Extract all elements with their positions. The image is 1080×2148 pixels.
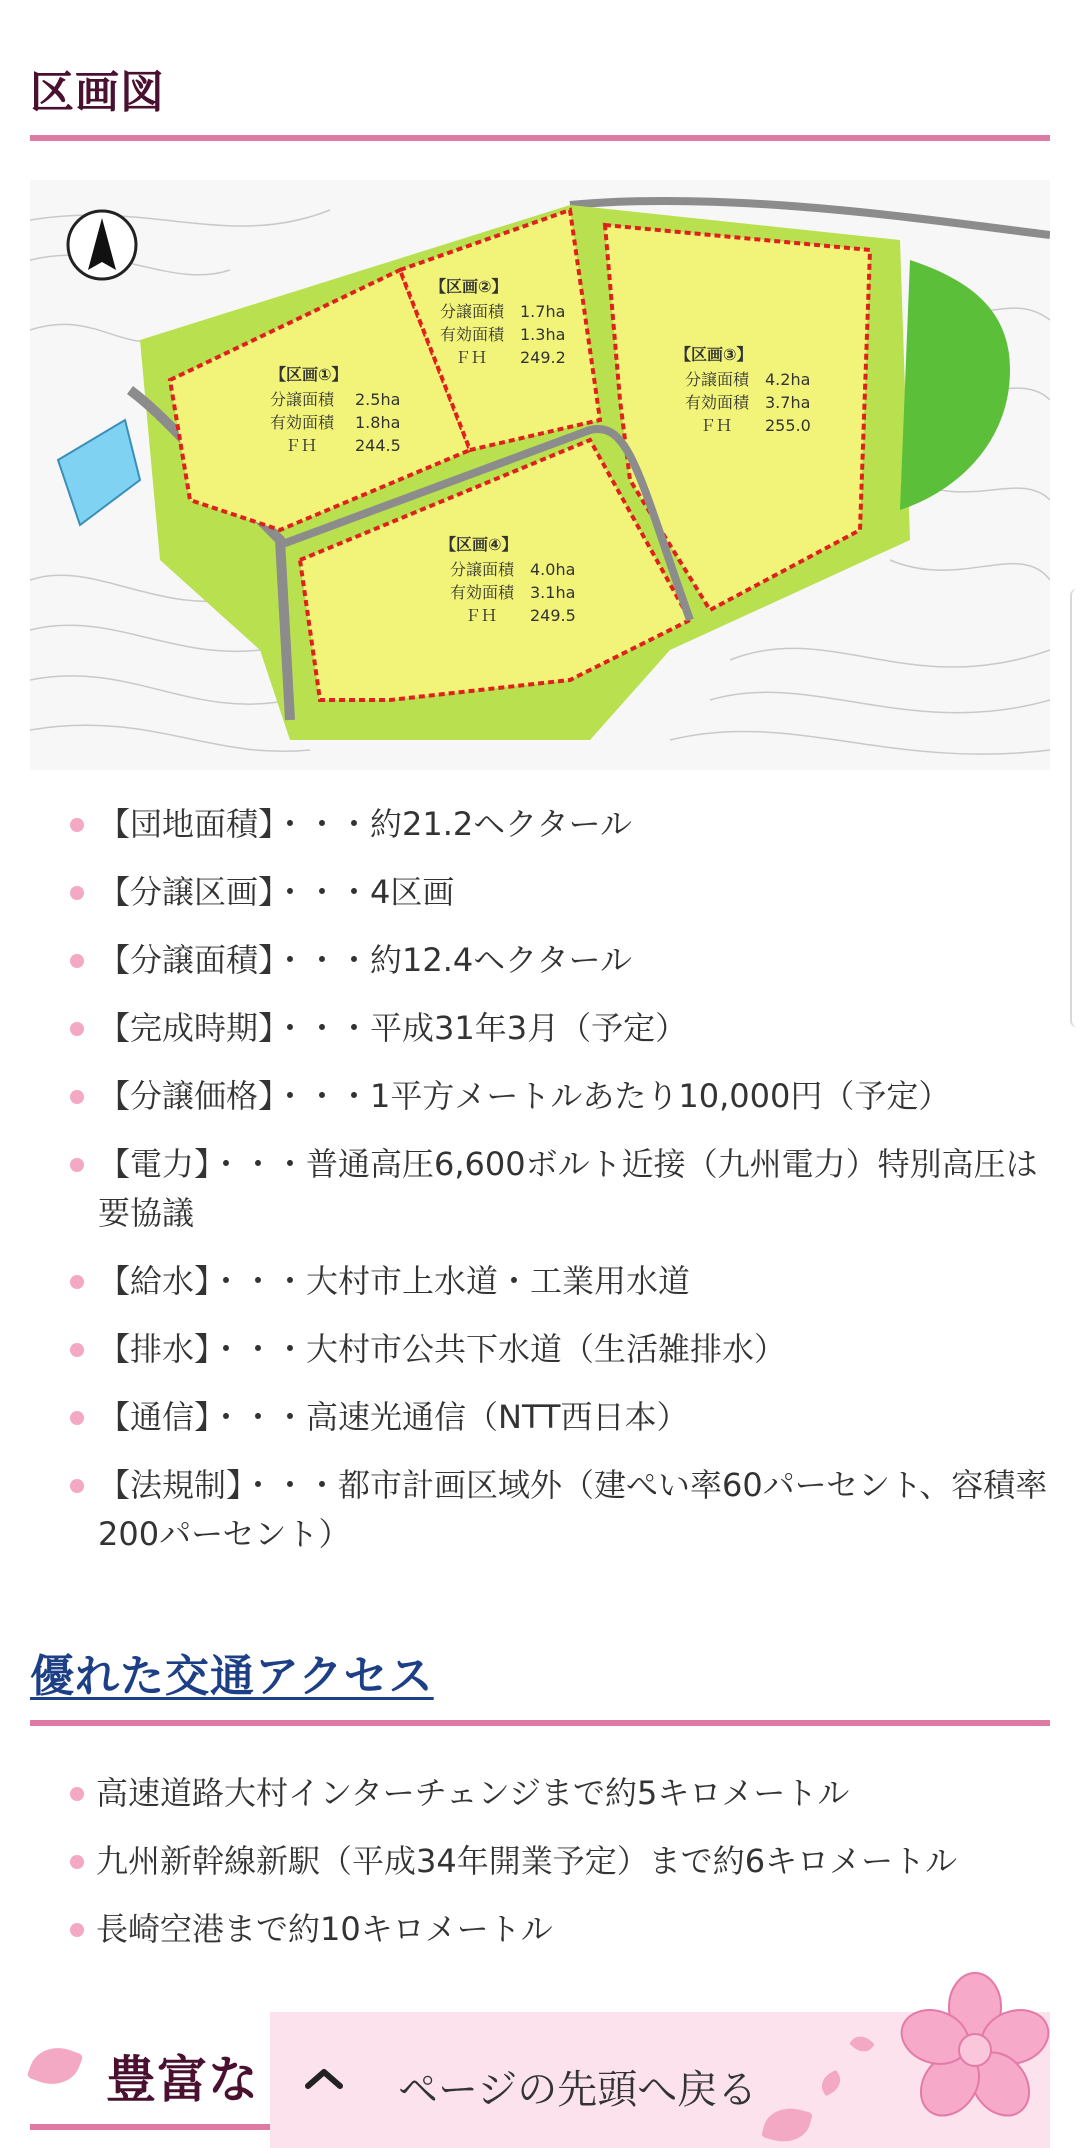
bullet-dot: [70, 1158, 84, 1172]
plot-2-fh-label: ＦＨ: [455, 348, 488, 367]
plot-4-area: 4.0ha: [530, 560, 576, 579]
list-item: 【電力】・・・普通高圧6,600ボルト近接（九州電力）特別高圧は要協議: [70, 1140, 1050, 1238]
plot-4-fh-label: ＦＨ: [465, 606, 498, 625]
back-to-top-label: ページの先頭へ戻る: [398, 2067, 758, 2113]
plot-3-eff-label: 有効面積: [685, 393, 750, 412]
list-item: 【完成時期】・・・平成31年3月（予定）: [70, 1004, 1050, 1053]
access-link[interactable]: 優れた交通アクセス: [30, 1651, 434, 1702]
plot-1-name: 【区画①】: [270, 365, 348, 384]
plot-3-fh-label: ＦＨ: [700, 416, 733, 435]
north-arrow-icon: [68, 211, 136, 279]
list-item: 【排水】・・・大村市公共下水道（生活雑排水）: [70, 1325, 1050, 1374]
cherry-petal-icon: [27, 2039, 84, 2092]
plot-2-area-label: 分譲面積: [440, 302, 505, 321]
bullet-dot: [70, 818, 84, 832]
plot-4-area-label: 分譲面積: [450, 560, 515, 579]
section-title-access[interactable]: [30, 1640, 434, 1704]
bullet-dot: [70, 1090, 84, 1104]
chevron-up-icon: [294, 2048, 354, 2108]
plot-3-eff: 3.7ha: [765, 393, 811, 412]
bullet-dot: [70, 1411, 84, 1425]
plot-3-fh: 255.0: [765, 416, 811, 435]
list-item: 【団地面積】・・・約21.2ヘクタール: [70, 800, 1050, 849]
plot-2-eff-label: 有効面積: [440, 325, 505, 344]
plot-3-area-label: 分譲面積: [685, 370, 750, 389]
plot-1-eff: 1.8ha: [355, 413, 401, 432]
list-item: 【給水】・・・大村市上水道・工業用水道: [70, 1257, 1050, 1306]
site-map-svg: [30, 180, 1050, 770]
scroll-indicator[interactable]: [1070, 588, 1080, 1028]
plot-1-area-label: 分譲面積: [270, 390, 335, 409]
plot-3-name: 【区画③】: [675, 345, 753, 364]
bullet-dot: [70, 1275, 84, 1289]
bullet-dot: [70, 1855, 84, 1869]
cherry-petal-icon: [849, 2031, 875, 2056]
list-item: 高速道路大村インターチェンジまで約5キロメートル: [70, 1768, 1050, 1818]
bullet-dot: [70, 1022, 84, 1036]
list-item: 【分譲区画】・・・4区画: [70, 868, 1050, 917]
list-item: 長崎空港まで約10キロメートル: [70, 1904, 1050, 1954]
bullet-dot: [70, 1343, 84, 1357]
plot-4-name: 【区画④】: [440, 535, 518, 554]
plot-1-eff-label: 有効面積: [270, 413, 335, 432]
list-item: 【通信】・・・高速光通信（NTT西日本）: [70, 1393, 1050, 1442]
section-title-site-map: 区画図: [30, 67, 165, 118]
plot-3-area: 4.2ha: [765, 370, 811, 389]
bullet-dot: [70, 1479, 84, 1493]
list-item: 【法規制】・・・都市計画区域外（建ぺい率60パーセント、容積率200パーセント）: [70, 1461, 1050, 1559]
cherry-petal-icon: [817, 2070, 845, 2097]
bullet-dot: [70, 954, 84, 968]
bullet-dot: [70, 1787, 84, 1801]
bullet-dot: [70, 886, 84, 900]
section-divider: [30, 135, 1050, 141]
plot-2-fh: 249.2: [520, 348, 566, 367]
plot-1-fh: 244.5: [355, 436, 401, 455]
cherry-petal-icon: [761, 2102, 813, 2148]
plot-2-name: 【区画②】: [430, 277, 508, 296]
section-divider: [30, 1720, 1050, 1726]
plot-1-fh-label: ＦＨ: [285, 436, 318, 455]
section-title-partial: 豊富な: [106, 2051, 259, 2109]
plot-1-area: 2.5ha: [355, 390, 401, 409]
forest-area: [900, 260, 1010, 510]
sakura-flower-icon: [900, 1972, 1050, 2122]
plot-4-eff: 3.1ha: [530, 583, 576, 602]
plot-4-eff-label: 有効面積: [450, 583, 515, 602]
list-item: 九州新幹線新駅（平成34年開業予定）まで約6キロメートル: [70, 1836, 1050, 1886]
access-list: [70, 1768, 1050, 1972]
plot-2-eff: 1.3ha: [520, 325, 566, 344]
list-item: 【分譲面積】・・・約12.4ヘクタール: [70, 936, 1050, 985]
pond: [58, 420, 140, 525]
list-item: 【分譲価格】・・・1平方メートルあたり10,000円（予定）: [70, 1072, 1050, 1121]
site-info-list: [70, 800, 1050, 1578]
plot-2-area: 1.7ha: [520, 302, 566, 321]
back-to-top-button[interactable]: [270, 2012, 1050, 2148]
plot-4-fh: 249.5: [530, 606, 576, 625]
site-map-image: [30, 180, 1050, 770]
bullet-dot: [70, 1923, 84, 1937]
